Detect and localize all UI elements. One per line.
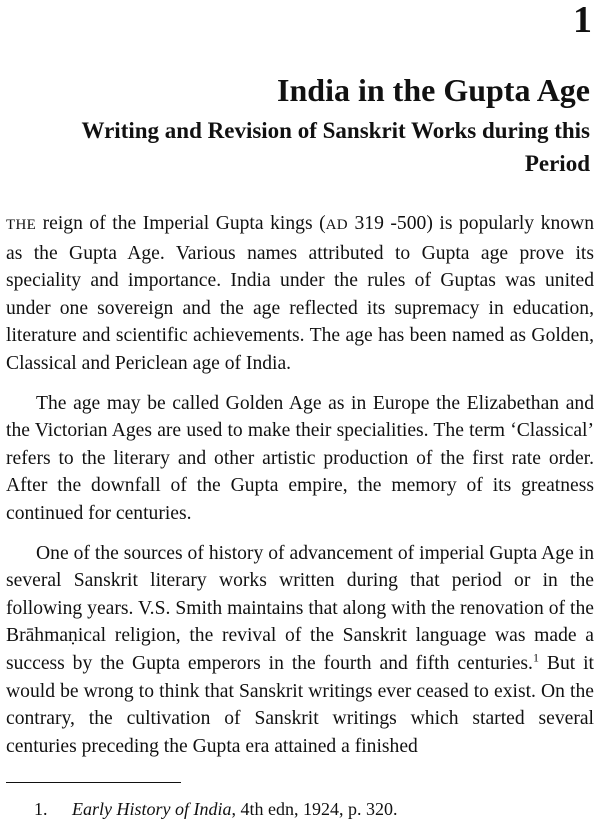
paragraph-1-text-b: 319 -500) is popularly known as the Gupta Age. Various names attributed to Gupta age prove its speciality and importance. India under the rules of Guptas was united under one sovereign and the age reflected its supremacy in education, literature and scientific achievements. The age has been named as Golden, Classical and Periclean age of India. xyxy=(6,213,594,374)
paragraph-1-text-a: reign of the Imperial Gupta kings ( xyxy=(36,213,326,234)
body-text xyxy=(6,210,594,772)
footnote xyxy=(34,797,398,821)
paragraph-3 xyxy=(6,540,594,761)
era-smallcaps: AD xyxy=(325,217,348,233)
chapter-title: India in the Gupta Age xyxy=(277,72,590,108)
footnote-divider xyxy=(6,782,181,783)
footnote-reference: 1 xyxy=(532,650,539,665)
lead-smallcaps: THE xyxy=(6,217,37,233)
footnote-number: 1. xyxy=(34,799,48,819)
paragraph-1 xyxy=(6,210,594,378)
chapter-subtitle: Writing and Revision of Sanskrit Works during this Period xyxy=(81,118,590,176)
paragraph-3-text-a: One of the sources of history of advancement of imperial Gupta Age in several Sanskrit literary works written during that period or in the following years. V.S. Smith maintains that along with the renovation of the Brāhmaṇical religion, the revival of the Sanskrit language was made a success by the Gupta emperors in the fourth and fifth centuries. xyxy=(6,542,594,674)
paragraph-2: The age may be called Golden Age as in Europe the Elizabethan and the Victorian Ages are used to make their specialities. The term ‘Classical’ refers to the literary and other artistic production of the first rate order. After the downfall of the Gupta empire, the memory of its greatness continued for centuries. xyxy=(6,392,594,524)
chapter-number: 1 xyxy=(573,0,592,41)
footnote-details: , 4th edn, 1924, p. 320. xyxy=(231,799,398,819)
footnote-book-title: Early History of India xyxy=(72,799,232,819)
paragraph-3-text-b: But it would be wrong to think that Sanskrit writings ever ceased to exist. On the contrary, the cultivation of Sanskrit writings which started several centuries preceding the Gupta era attained a finished xyxy=(6,652,594,757)
